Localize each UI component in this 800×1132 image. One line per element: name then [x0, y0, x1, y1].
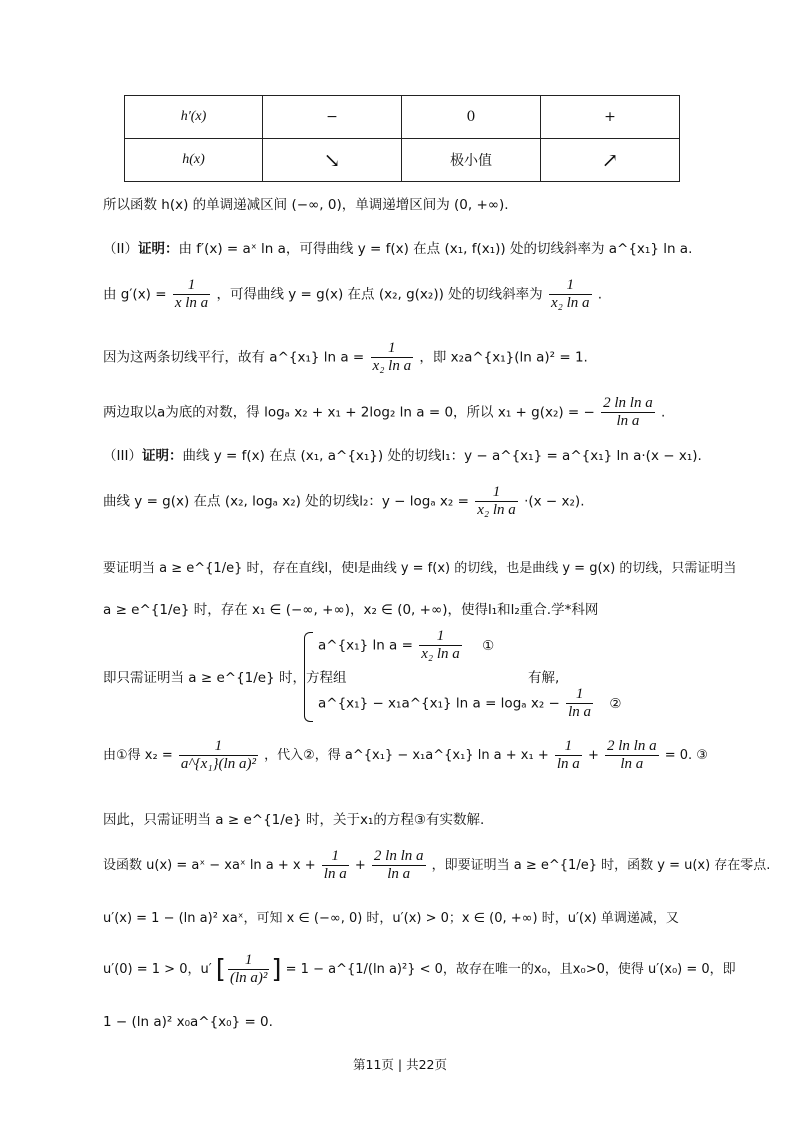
text-line — [103, 848, 770, 883]
text: a^{x₁} ln a = — [318, 637, 413, 654]
text: . — [661, 404, 666, 421]
text-line — [103, 395, 665, 430]
table-row-label: h(x) — [125, 139, 263, 182]
text-line — [103, 237, 692, 257]
text: ，即 x₂a^{x₁}(ln a)² = 1. — [419, 349, 588, 366]
denominator: x₂ ln a — [372, 358, 412, 374]
text: ·(x − x₂). — [524, 493, 585, 510]
table-cell: 0 — [402, 96, 541, 139]
monotonicity-table — [124, 95, 680, 182]
text-line — [103, 484, 584, 519]
text: u′(0) = 1 > 0，u′ — [103, 962, 212, 977]
numerator: 1 — [492, 484, 501, 500]
text: ，可得曲线 y = g(x) 在点 (x₂, g(x₂)) 处的切线斜率为 — [216, 286, 543, 303]
denominator: ln a — [568, 704, 592, 720]
text: 设函数 u(x) = aˣ − xaˣ ln a + x + — [103, 858, 316, 873]
text: = 1 − a^{1/(ln a)²} < 0，故存在唯一的x₀，且x₀>0，使得 u′(x₀) = 0，即 — [285, 962, 736, 977]
denominator: x₂ ln a — [477, 502, 516, 518]
table-cell: ↘ — [263, 139, 402, 182]
proof-label: 证明： — [141, 448, 183, 464]
text-line: u′(x) = 1 − (ln a)² xaˣ，可知 x ∈ (−∞, 0) 时，u′(x) > 0；x ∈ (0, +∞) 时，u′(x) 单调递减，又 — [103, 911, 679, 926]
fraction — [179, 738, 258, 773]
system-equation-2 — [318, 686, 621, 721]
denominator: ln a — [605, 755, 659, 773]
denominator: x₂ ln a — [550, 295, 590, 311]
fraction — [228, 952, 269, 987]
numerator: 1 — [214, 738, 223, 754]
text-line: 要证明当 a ≥ e^{1/e} 时，存在直线l，使l是曲线 y = f(x) 的切线，也是曲线 y = g(x) 的切线，只需证明当 — [103, 561, 737, 576]
fraction — [555, 738, 582, 773]
fraction — [419, 628, 462, 663]
table-cell: ↗ — [541, 139, 680, 182]
text-line — [103, 444, 702, 464]
page-footer: 第11页 | 共22页 — [353, 1057, 447, 1072]
fraction — [475, 484, 518, 519]
fraction — [566, 686, 593, 721]
fraction — [371, 340, 414, 375]
text: ，即要证明当 a ≥ e^{1/e} 时，函数 y = u(x) 存在零点. — [431, 858, 771, 873]
numerator: 1 — [566, 277, 574, 293]
text: 曲线 y = f(x) 在点 (x₁, a^{x₁}) 处的切线l₁：y − a^{x₁} = a^{x₁} ln a·(x − x₁). — [182, 448, 702, 464]
text: + — [354, 858, 366, 873]
text: 由 g′(x) = — [103, 286, 167, 303]
numerator: 1 — [187, 277, 196, 293]
part-label: （III） — [103, 448, 142, 464]
denominator: ln a — [601, 412, 655, 430]
fraction — [549, 277, 592, 312]
text: + — [587, 748, 599, 763]
text-line — [103, 277, 602, 312]
text-line: 即只需证明当 a ≥ e^{1/e} 时，方程组 — [103, 670, 347, 686]
denominator: a^{x₁}(ln a)² — [180, 756, 256, 772]
fraction — [322, 848, 349, 883]
text: 由①得 x₂ = — [103, 748, 173, 763]
numerator: 1 — [331, 848, 339, 864]
text: 两边取以a为底的对数，得 logₐ x₂ + x₁ + 2log₂ ln a = 0，所以 x₁ + g(x₂) = − — [103, 404, 595, 421]
denominator: ln a — [556, 756, 580, 772]
fraction — [601, 395, 655, 430]
table-cell: + — [541, 96, 680, 139]
text-line — [103, 340, 588, 375]
text-line — [103, 952, 736, 987]
text-line: 因此，只需证明当 a ≥ e^{1/e} 时，关于x₁的方程③有实数解. — [103, 812, 485, 828]
text: ，代入②，得 a^{x₁} − x₁a^{x₁} ln a + x₁ + — [264, 748, 549, 763]
bracket-left: [ — [215, 954, 226, 985]
text-line: a ≥ e^{1/e} 时，存在 x₁ ∈ (−∞, +∞)，x₂ ∈ (0, +∞)，使得l₁和l₂重合.学*科网 — [103, 602, 599, 618]
fraction — [372, 848, 426, 883]
denominator: (ln a)² — [229, 970, 268, 986]
text: 因为这两条切线平行，故有 a^{x₁} ln a = — [103, 349, 365, 366]
text-line: 有解, — [528, 670, 560, 686]
system-equation-1 — [318, 628, 494, 663]
numerator: 2 ln ln a — [603, 395, 653, 411]
fraction — [173, 277, 210, 312]
denominator: x₂ ln a — [421, 646, 460, 662]
text: . — [597, 286, 603, 303]
numerator: 1 — [575, 686, 584, 702]
text: 曲线 y = g(x) 在点 (x₂, logₐ x₂) 处的切线l₂：y − logₐ x₂ = — [103, 493, 469, 510]
text-line: 所以函数 h(x) 的单调递减区间 (−∞, 0)，单调递增区间为 (0, +∞). — [103, 197, 509, 213]
text: 由 f′(x) = aˣ ln a，可得曲线 y = f(x) 在点 (x₁, f(x₁)) 处的切线斜率为 a^{x₁} ln a. — [178, 241, 693, 257]
text: = 0. ③ — [664, 748, 708, 763]
denominator: ln a — [372, 865, 426, 883]
system-brace — [304, 632, 313, 722]
numerator: 1 — [388, 340, 396, 356]
equation-number: ② — [609, 695, 622, 712]
denominator: x ln a — [174, 295, 209, 311]
denominator: ln a — [323, 866, 347, 882]
table-cell: − — [263, 96, 402, 139]
text-line: 1 − (ln a)² x₀a^{x₀} = 0. — [103, 1014, 273, 1030]
bracket-right: ] — [271, 954, 282, 985]
text: a^{x₁} − x₁a^{x₁} ln a = logₐ x₂ − — [318, 695, 560, 712]
numerator: 2 ln ln a — [373, 848, 424, 864]
table-row-label: h′(x) — [125, 96, 263, 139]
numerator: 1 — [436, 628, 445, 644]
numerator: 1 — [244, 952, 253, 968]
numerator: 1 — [564, 738, 573, 754]
text-line — [103, 738, 708, 773]
proof-label: 证明： — [137, 241, 179, 257]
numerator: 2 ln ln a — [607, 738, 657, 754]
table-cell: 极小值 — [402, 139, 541, 182]
fraction — [605, 738, 659, 773]
equation-number: ① — [482, 637, 495, 654]
part-label: （II） — [103, 241, 138, 257]
